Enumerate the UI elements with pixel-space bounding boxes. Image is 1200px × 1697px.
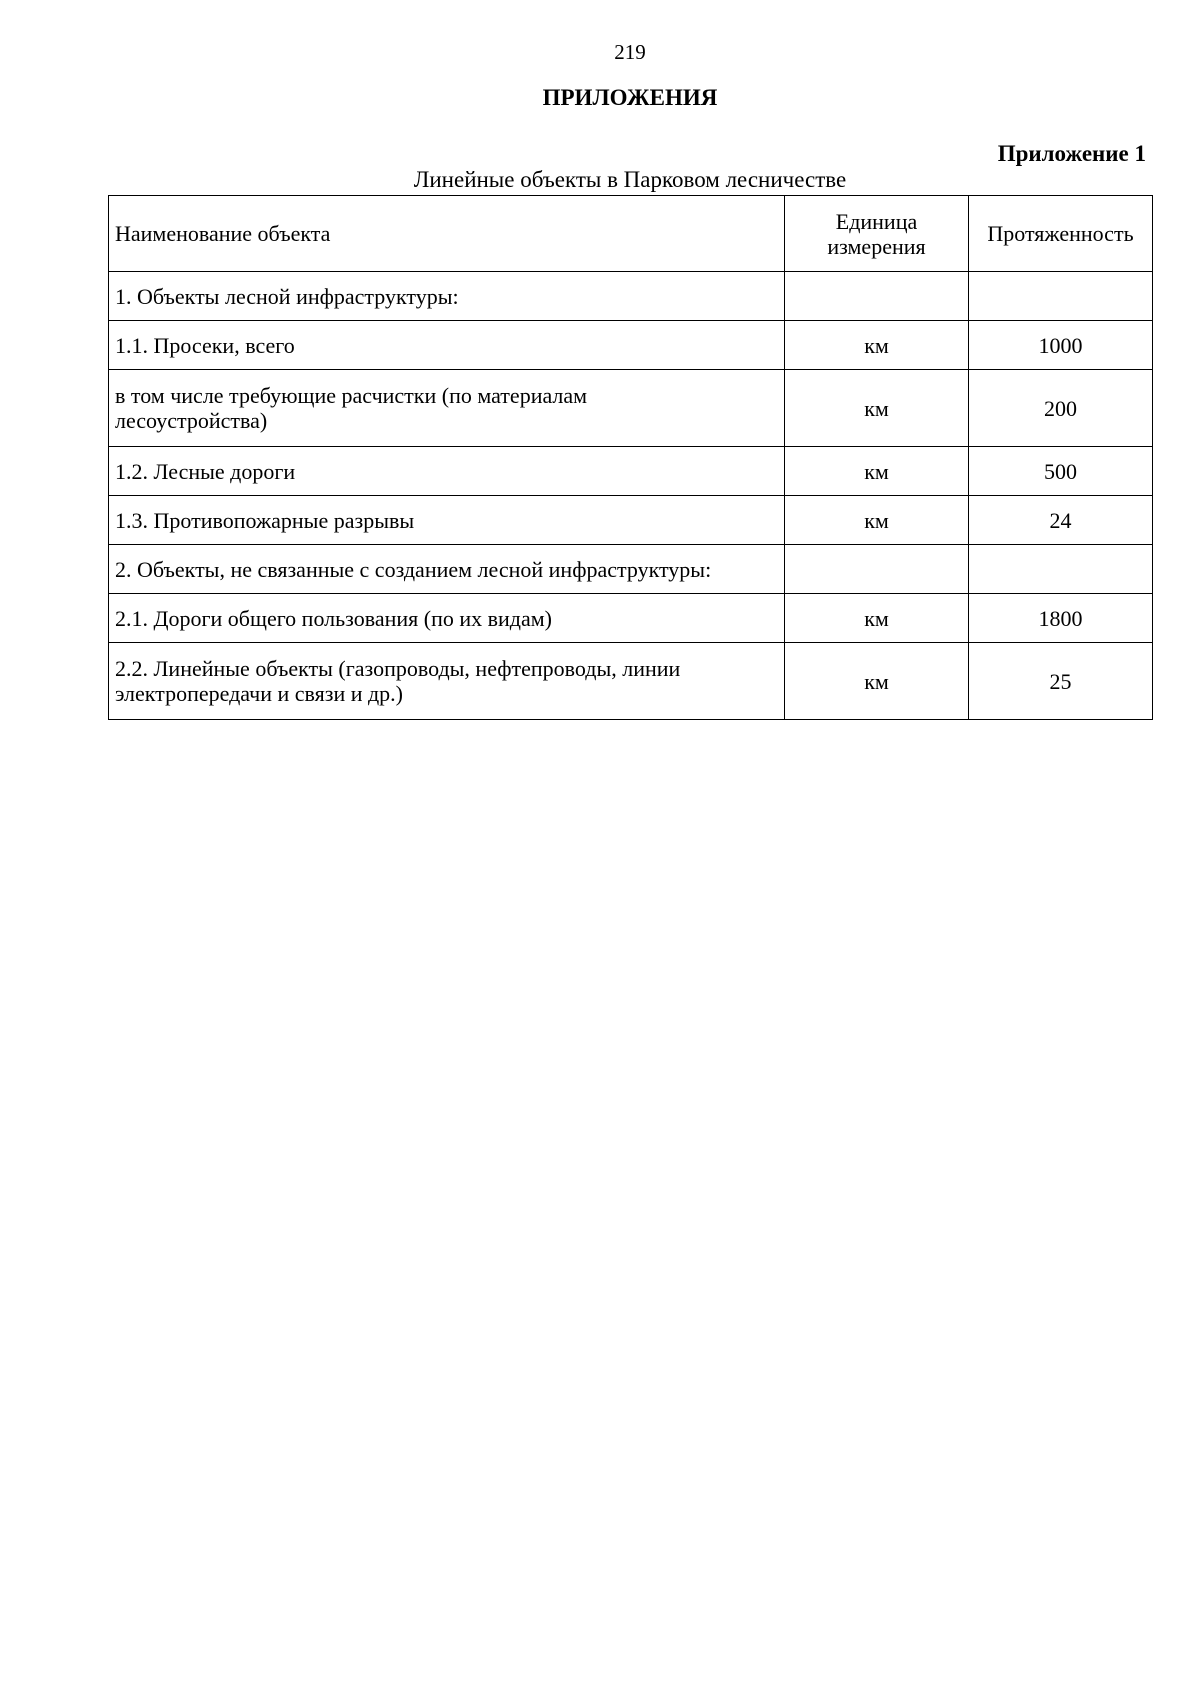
row-object-name xyxy=(109,643,785,720)
row-unit: км xyxy=(785,496,969,545)
row-unit: км xyxy=(785,594,969,643)
row-object-name: 2.1. Дороги общего пользования (по их видам) xyxy=(109,594,785,643)
row-object-name-line2: лесоустройства) xyxy=(115,408,268,433)
page-number: 219 xyxy=(614,40,646,64)
header-unit-line2: измерения xyxy=(827,233,926,259)
linear-objects-table xyxy=(108,195,1153,720)
row-object-name xyxy=(109,370,785,447)
row-length: 500 xyxy=(969,447,1153,496)
row-unit: км xyxy=(785,370,969,447)
row-unit xyxy=(785,272,969,321)
header-unit xyxy=(785,196,969,272)
table-header-row xyxy=(109,196,1153,272)
table-row xyxy=(109,496,1153,545)
row-length: 200 xyxy=(969,370,1153,447)
row-object-name: 2. Объекты, не связанные с созданием лесной инфраструктуры: xyxy=(109,545,785,594)
row-unit xyxy=(785,545,969,594)
row-length: 1800 xyxy=(969,594,1153,643)
section-title: ПРИЛОЖЕНИЯ xyxy=(542,85,718,110)
row-object-name: 1. Объекты лесной инфраструктуры: xyxy=(109,272,785,321)
table-row xyxy=(109,272,1153,321)
row-object-name: 1.3. Противопожарные разрывы xyxy=(109,496,785,545)
table-row xyxy=(109,370,1153,447)
header-length: Протяженность xyxy=(969,196,1153,272)
row-length xyxy=(969,545,1153,594)
table-row xyxy=(109,321,1153,370)
row-unit: км xyxy=(785,447,969,496)
table-caption: Линейные объекты в Парковом лесничестве xyxy=(413,167,847,192)
table-row xyxy=(109,643,1153,720)
row-length: 1000 xyxy=(969,321,1153,370)
row-length xyxy=(969,272,1153,321)
row-object-name-line2: электропередачи и связи и др.) xyxy=(115,681,404,706)
header-unit-line1: Единица xyxy=(835,208,918,234)
table-row xyxy=(109,594,1153,643)
table-row xyxy=(109,447,1153,496)
header-object-name: Наименование объекта xyxy=(109,196,785,272)
row-length: 24 xyxy=(969,496,1153,545)
row-unit: км xyxy=(785,321,969,370)
row-object-name-line1: в том числе требующие расчистки (по материалам xyxy=(115,383,588,408)
row-object-name: 1.2. Лесные дороги xyxy=(109,447,785,496)
table-row xyxy=(109,545,1153,594)
appendix-label: Приложение 1 xyxy=(997,141,1146,166)
row-length: 25 xyxy=(969,643,1153,720)
row-unit: км xyxy=(785,643,969,720)
row-object-name-line1: 2.2. Линейные объекты (газопроводы, нефтепроводы, линии xyxy=(115,656,681,681)
row-object-name: 1.1. Просеки, всего xyxy=(109,321,785,370)
